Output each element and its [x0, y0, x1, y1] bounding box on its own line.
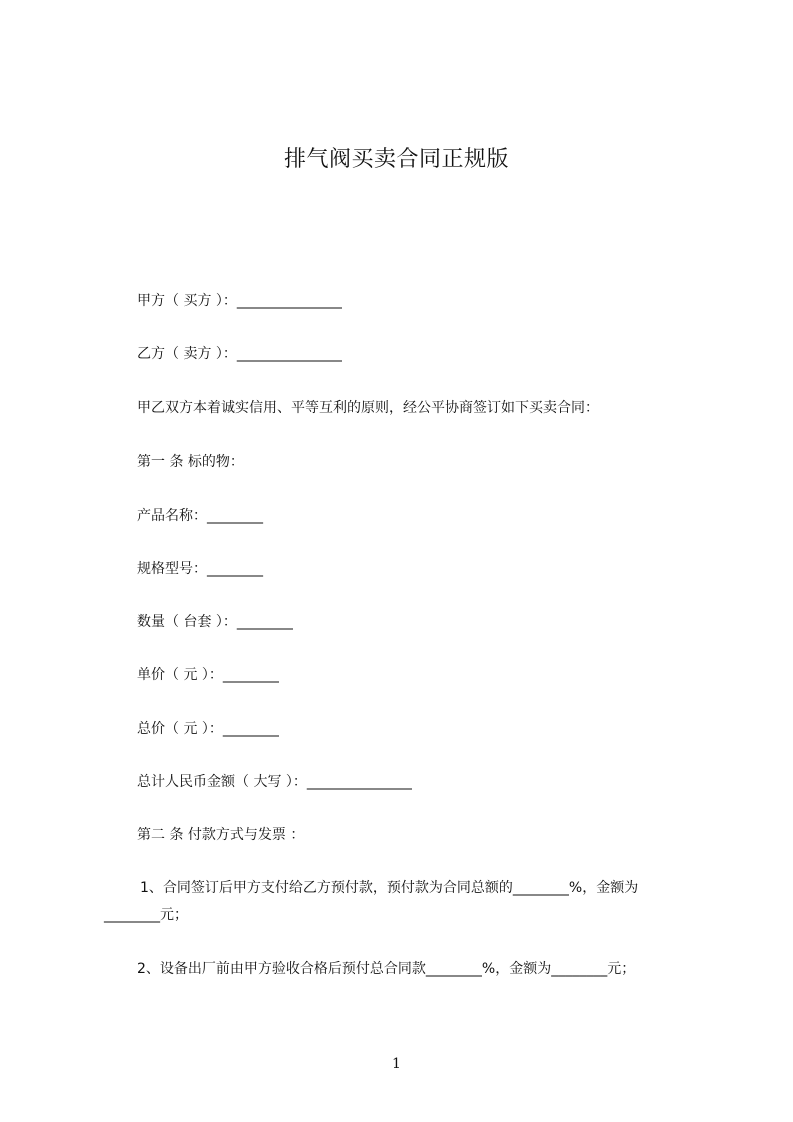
total-price-line: 总价（ 元 ）：________: [137, 721, 279, 737]
payment-clause-1-continued: ________元；: [104, 907, 188, 923]
article-2-heading: 第二 条 付款方式与发票 ：: [137, 827, 305, 843]
model-spec-line: 规格型号：________: [137, 561, 263, 577]
payment-clause-2: 2、设备出厂前由甲方验收合格后预付总合同款________%，金额为________元；: [137, 961, 636, 977]
product-name-line: 产品名称：________: [137, 508, 263, 524]
party-b-line: 乙方（ 卖方 ）：_______________: [137, 346, 342, 362]
document-title: 排气阀买卖合同正规版: [283, 147, 509, 172]
preamble-line: 甲乙双方本着诚实信用、平等互利的原则，经公平协商签订如下买卖合同：: [137, 400, 599, 416]
article-1-heading: 第一 条 标的物：: [137, 454, 244, 470]
page-number: 1: [392, 1056, 401, 1072]
quantity-line: 数量（ 台套 ）：________: [137, 614, 293, 630]
party-a-line: 甲方（ 买方 ）：_______________: [137, 293, 342, 309]
total-rmb-line: 总计人民币金额（ 大写 ）：_______________: [137, 774, 412, 790]
unit-price-line: 单价（ 元 ）：________: [137, 667, 279, 683]
payment-clause-1: 1、合同签订后甲方支付给乙方预付款，预付款为合同总额的________%，金额为: [140, 880, 639, 896]
